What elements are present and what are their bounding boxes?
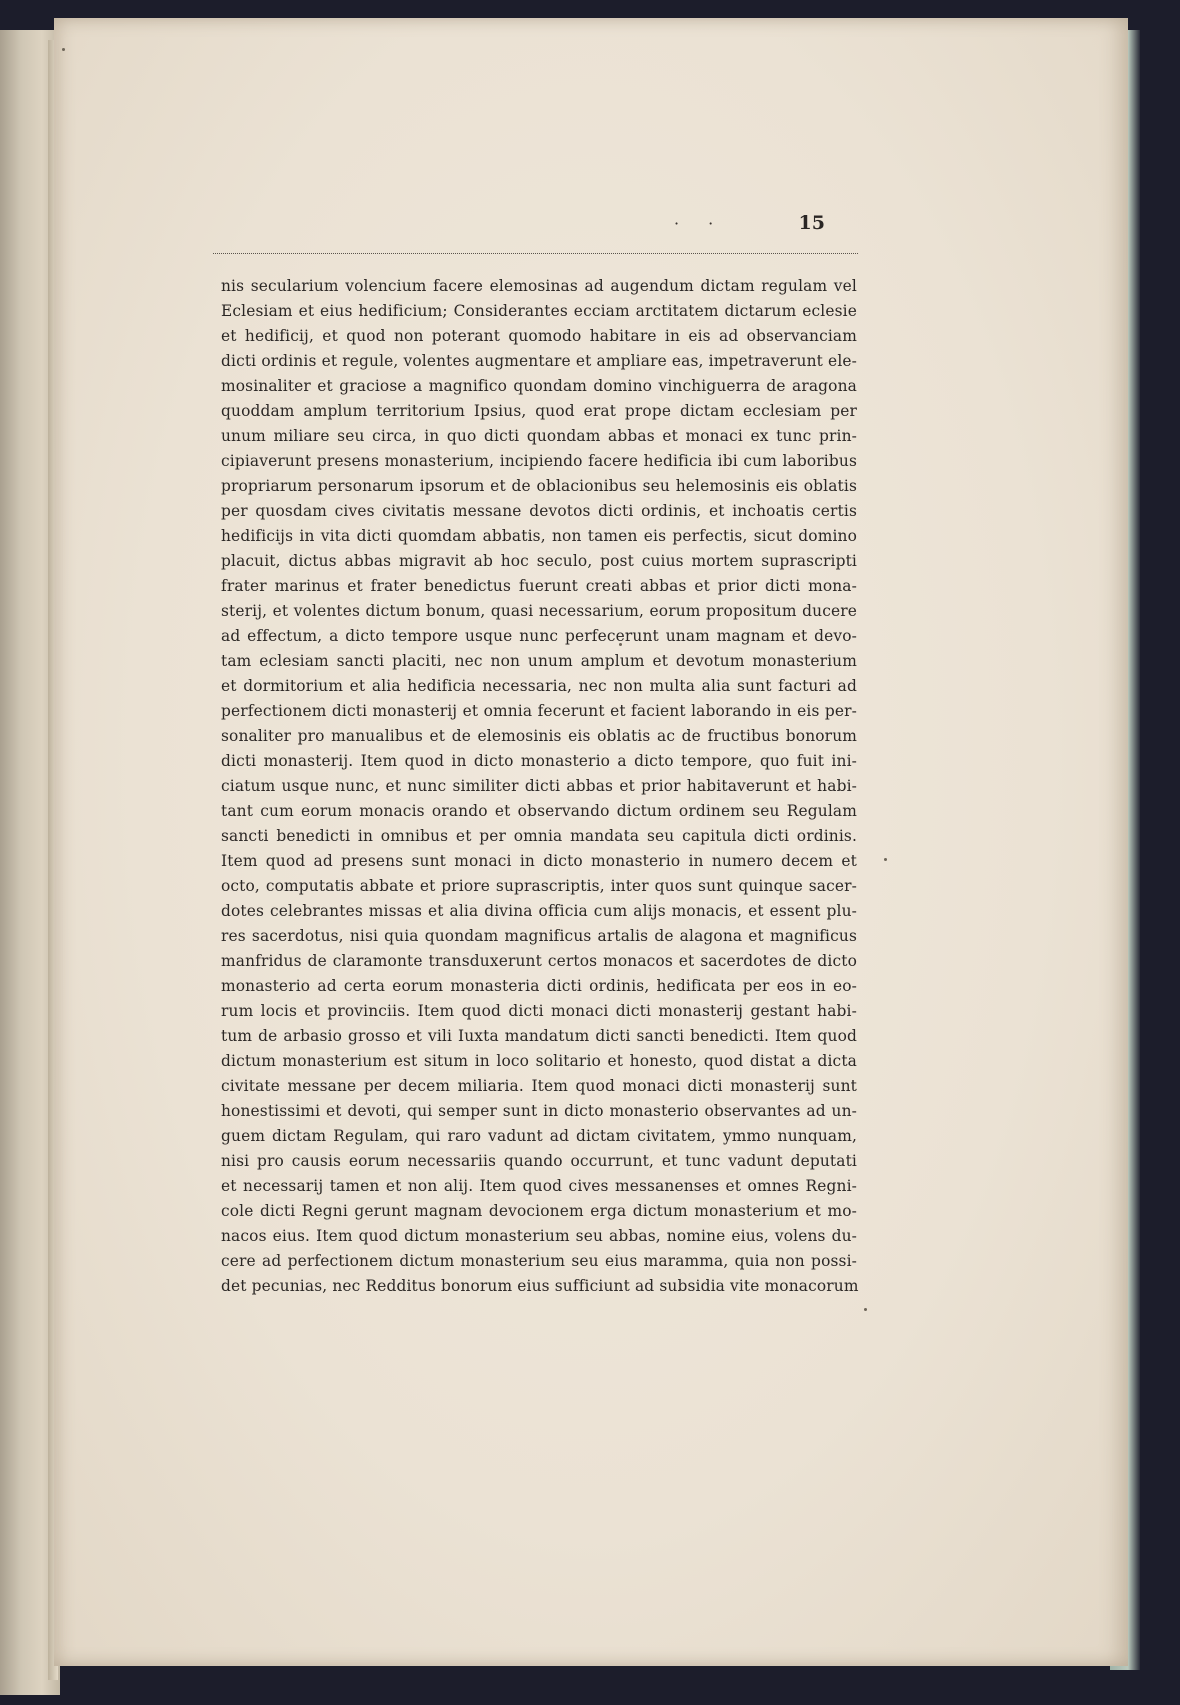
text-line: dicti monasterij. Item quod in dicto monasterio a dicto tempore, quo fuit ini-	[221, 752, 857, 770]
text-line: nis secularium volencium facere elemosinas ad augendum dictam regulam vel	[221, 277, 857, 295]
text-line: tant cum eorum monacis orando et observando dictum ordinem seu Regulam	[221, 802, 857, 820]
body-text	[221, 274, 857, 1299]
text-line: quoddam amplum territorium Ipsius, quod erat prope dictam ecclesiam per	[221, 402, 857, 420]
text-line: guem dictam Regulam, qui raro vadunt ad dictam civitatem, ymmo nunquam,	[221, 1127, 857, 1145]
text-line: nisi pro causis eorum necessariis quando occurrunt, et tunc vadunt deputati	[221, 1152, 857, 1170]
text-line: tam eclesiam sancti placiti, nec non unum amplum et devotum monasterium	[221, 652, 857, 670]
text-line: sonaliter pro manualibus et de elemosinis eis oblatis ac de fructibus bonorum	[221, 727, 857, 745]
text-line: mosinaliter et graciose a magnifico quondam domino vinchiguerra de aragona	[221, 377, 857, 395]
text-line: ad effectum, a dicto tempore usque nunc perfecerunt unam magnam et devo-	[221, 627, 857, 645]
text-line: Eclesiam et eius hedificium; Considerantes ecciam arctitatem dictarum eclesie	[221, 302, 857, 320]
header-rule	[213, 253, 858, 254]
text-line: frater marinus et frater benedictus fuerunt creati abbas et prior dicti mona-	[221, 577, 857, 595]
text-line: cole dicti Regni gerunt magnam devocionem erga dictum monasterium et mo-	[221, 1202, 857, 1220]
text-line: det pecunias, nec Redditus bonorum eius sufficiunt ad subsidia vite monacorum	[221, 1277, 859, 1295]
text-line: cipiaverunt presens monasterium, incipiendo facere hedificia ibi cum laboribus	[221, 452, 857, 470]
header-dots: · ·	[674, 214, 726, 233]
text-line: propriarum personarum ipsorum et de oblacionibus seu helemosinis eis oblatis	[221, 477, 857, 495]
text-line: civitate messane per decem miliaria. Item quod monaci dicti monasterij sunt	[221, 1077, 857, 1095]
text-line: nacos eius. Item quod dictum monasterium seu abbas, nomine eius, volens du-	[221, 1227, 857, 1245]
text-line: et hedificij, et quod non poterant quomodo habitare in eis ad observanciam	[221, 327, 857, 345]
text-line: res sacerdotus, nisi quia quondam magnificus artalis de alagona et magnificus	[221, 927, 857, 945]
text-line: rum locis et provinciis. Item quod dicti monaci dicti monasterij gestant habi-	[221, 1002, 857, 1020]
text-line: sancti benedicti in omnibus et per omnia mandata seu capitula dicti ordinis.	[221, 827, 857, 845]
text-line: placuit, dictus abbas migravit ab hoc seculo, post cuius mortem suprascripti	[221, 552, 857, 570]
text-line: unum miliare seu circa, in quo dicti quondam abbas et monaci ex tunc prin-	[221, 427, 857, 445]
text-line: Item quod ad presens sunt monaci in dicto monasterio in numero decem et	[221, 852, 857, 870]
paper-speck	[884, 858, 887, 861]
text-line: dictum monasterium est situm in loco solitario et honesto, quod distat a dicta	[221, 1052, 857, 1070]
text-line: monasterio ad certa eorum monasteria dicti ordinis, hedificata per eos in eo-	[221, 977, 857, 995]
text-line: honestissimi et devoti, qui semper sunt in dicto monasterio observantes ad un-	[221, 1102, 857, 1120]
text-line: et dormitorium et alia hedificia necessaria, nec non multa alia sunt facturi ad	[221, 677, 857, 695]
paper-speck	[62, 48, 65, 51]
text-line: perfectionem dicti monasterij et omnia fecerunt et facient laborando in eis per-	[221, 702, 857, 720]
text-line: tum de arbasio grosso et vili Iuxta mandatum dicti sancti benedicti. Item quod	[221, 1027, 857, 1045]
paper-speck	[864, 1308, 867, 1311]
text-line: et necessarij tamen et non alij. Item quod cives messanenses et omnes Regni-	[221, 1177, 857, 1195]
text-line: octo, computatis abbate et priore suprascriptis, inter quos sunt quinque sacer-	[221, 877, 857, 895]
page-number: 15	[798, 212, 825, 234]
text-line: manfridus de claramonte transduxerunt certos monacos et sacerdotes de dicto	[221, 952, 857, 970]
text-line: ciatum usque nunc, et nunc similiter dicti abbas et prior habitaverunt et habi-	[221, 777, 857, 795]
text-line: per quosdam cives civitatis messane devotos dicti ordinis, et inchoatis certis	[221, 502, 857, 520]
text-line: cere ad perfectionem dictum monasterium seu eius maramma, quia non possi-	[221, 1252, 857, 1270]
text-line: dicti ordinis et regule, volentes augmentare et ampliare eas, impetraverunt ele-	[221, 352, 857, 370]
text-line: sterij, et volentes dictum bonum, quasi necessarium, eorum propositum ducere	[221, 602, 857, 620]
text-line: dotes celebrantes missas et alia divina officia cum alijs monacis, et essent plu-	[221, 902, 857, 920]
text-line: hedificijs in vita dicti quomdam abbatis, non tamen eis perfectis, sicut domino	[221, 527, 857, 545]
